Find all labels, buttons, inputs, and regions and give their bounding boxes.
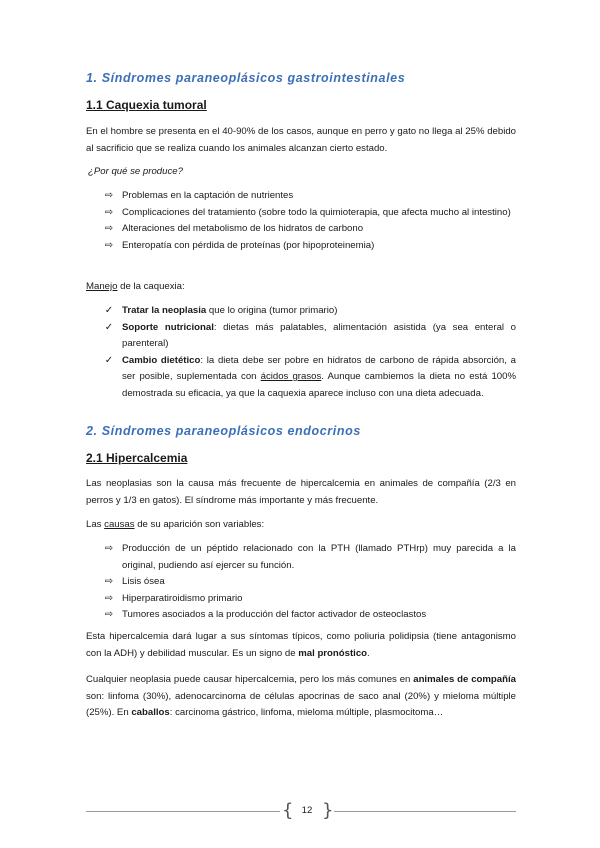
list-item: ⇨ Alteraciones del metabolismo de los hidratos de carbono (86, 221, 516, 238)
hipercalcemia-intro-paragraph: Las neoplasias son la causa más frecuente de hipercalcemia en animales de compañía (2/3 en perros y 1/3 en gatos). El síndrome más importante y más frecuente. (86, 478, 516, 506)
list-item: ✓ Soporte nutricional: dietas más palatables, alimentación asistida (ya sea enteral o parenteral) (86, 320, 516, 353)
list-item: ✓ Cambio dietético: la dieta debe ser pobre en hidratos de carbono de rápida absorción, a ser posible, suplementada con ácidos grasos. Aunque cambiemos la dieta no está 100% demostrada su eficacia, ya que la caquexia aparece incluso con una dieta adecuada. (86, 353, 516, 403)
left-brace-icon: { (282, 800, 294, 821)
hipercalcemia-symptoms-paragraph: Esta hipercalcemia dará lugar a sus síntomas típicos, como poliuria polidipsia (tiene antagonismo con la ADH) y debilidad muscular. Es un signo de mal pronóstico. (86, 631, 516, 659)
list-item: ⇨ Lisis ósea (86, 574, 516, 591)
section-2-heading: 2. Síndromes paraneoplásicos endocrinos (86, 424, 361, 438)
right-brace-icon: } (322, 800, 334, 821)
page-footer (86, 800, 516, 824)
check-bullet-icon: ✓ (104, 321, 114, 333)
management-list (86, 303, 516, 402)
arrow-bullet-icon: ⇨ (104, 223, 114, 234)
causes-label: Las causas de su aparición son variables: (86, 519, 265, 530)
arrow-bullet-icon: ⇨ (104, 239, 114, 251)
list-item: ⇨ Complicaciones del tratamiento (sobre todo la quimioterapia, que afecta mucho al intestino) (86, 205, 516, 222)
footer-rule-right (334, 811, 516, 812)
list-item: ⇨ Enteropatía con pérdida de proteínas (por hipoproteinemia) (86, 238, 516, 255)
why-question: ¿Por qué se produce? (88, 166, 183, 177)
arrow-bullet-icon: ⇨ (104, 206, 114, 218)
management-label: Manejo de la caquexia: (86, 281, 185, 292)
page-number: 12 (301, 805, 313, 816)
arrow-bullet-icon: ⇨ (104, 543, 114, 554)
subsection-1-1-heading: 1.1 Caquexia tumoral (86, 98, 207, 112)
arrow-bullet-icon: ⇨ (104, 609, 114, 620)
list-item: ⇨ Producción de un péptido relacionado con la PTH (llamado PTHrp) muy parecida a la original, pudiendo así ejercer su función. (86, 541, 516, 574)
subsection-2-1-heading: 2.1 Hipercalcemia (86, 451, 188, 465)
hipercalcemia-neoplasias-paragraph: Cualquier neoplasia puede causar hipercalcemia, pero los más comunes en animales de compañía son: linfoma (30%), adenocarcinoma de células apocrinas de saco anal (20%) y mieloma múltiple (25%). En caballos: carcinoma gástrico, linfoma, mieloma múltiple, plasmocitoma… (86, 674, 516, 718)
caquexia-causes-list (86, 188, 516, 254)
check-bullet-icon: ✓ (104, 305, 114, 316)
caquexia-intro-paragraph: En el hombre se presenta en el 40-90% de los casos, aunque en perro y gato no llega al 25% debido al sacrificio que se realiza cuando los animales alcanzan cierto estado. (86, 126, 516, 154)
check-bullet-icon: ✓ (104, 354, 114, 366)
section-1-heading: 1. Síndromes paraneoplásicos gastrointestinales (86, 71, 406, 85)
list-item: ⇨ Problemas en la captación de nutrientes (86, 188, 516, 205)
list-item: ⇨ Hiperparatiroidismo primario (86, 591, 516, 608)
footer-rule-left (86, 811, 280, 812)
hipercalcemia-causes-list (86, 541, 516, 624)
arrow-bullet-icon: ⇨ (104, 576, 114, 587)
list-item: ✓ Tratar la neoplasia que lo origina (tumor primario) (86, 303, 516, 320)
arrow-bullet-icon: ⇨ (104, 592, 114, 604)
arrow-bullet-icon: ⇨ (104, 190, 114, 201)
list-item: ⇨ Tumores asociados a la producción del factor activador de osteoclastos (86, 607, 516, 624)
